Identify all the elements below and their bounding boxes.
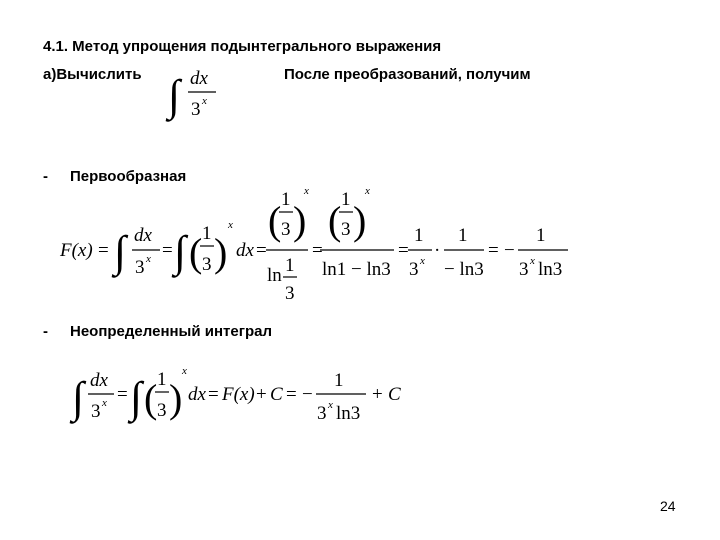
svg-text:=: = <box>208 384 219 405</box>
svg-text:3: 3 <box>341 219 351 240</box>
svg-text:x: x <box>202 95 207 107</box>
svg-text:3: 3 <box>91 401 101 422</box>
svg-text:1: 1 <box>281 189 291 210</box>
svg-text:F(x): F(x) <box>60 240 93 261</box>
bullet-1-dash: - <box>43 168 48 185</box>
svg-text:(: ( <box>328 198 342 243</box>
svg-text:x: x <box>530 255 535 267</box>
svg-text:(: ( <box>189 230 203 275</box>
svg-text:∫: ∫ <box>130 373 143 422</box>
svg-text:3: 3 <box>409 259 419 280</box>
task-after-text: После преобразований, получим <box>284 66 531 83</box>
svg-text:C: C <box>270 384 283 405</box>
svg-text:3: 3 <box>519 259 529 280</box>
svg-text:C: C <box>388 384 401 405</box>
svg-text:=: = <box>117 384 128 405</box>
svg-text:dx: dx <box>90 370 108 391</box>
svg-text:x: x <box>146 253 151 265</box>
svg-text:=: = <box>162 240 173 261</box>
svg-text:=: = <box>256 240 267 261</box>
svg-text:∫: ∫ <box>174 227 187 276</box>
svg-text:3: 3 <box>202 254 212 275</box>
svg-text:1: 1 <box>202 223 212 244</box>
svg-text:− ln3: − ln3 <box>444 259 484 280</box>
svg-text:1: 1 <box>341 189 351 210</box>
svg-text:∫: ∫ <box>114 227 127 276</box>
svg-text:dx: dx <box>134 225 152 246</box>
svg-text:x: x <box>228 219 233 231</box>
svg-text:=: = <box>312 240 323 261</box>
svg-text:·: · <box>434 240 441 261</box>
svg-text:dx: dx <box>188 384 206 405</box>
svg-text:): ) <box>214 230 228 275</box>
slide-heading: 4.1. Метод упрощения подынтегрального выражения <box>43 38 442 55</box>
svg-text:3: 3 <box>135 257 145 278</box>
task-integral-formula <box>168 62 228 126</box>
antiderivative-formula <box>58 184 578 310</box>
svg-text:ln3: ln3 <box>336 403 361 424</box>
svg-text:F(x): F(x) <box>222 384 255 405</box>
svg-text:+: + <box>256 384 267 405</box>
svg-text:): ) <box>169 376 183 421</box>
svg-text:(: ( <box>268 198 282 243</box>
svg-text:): ) <box>353 198 367 243</box>
svg-text:=: = <box>286 384 297 405</box>
svg-text:−: − <box>504 240 515 261</box>
svg-text:=: = <box>398 240 409 261</box>
svg-text:x: x <box>102 397 107 409</box>
task-label: а)Вычислить <box>43 66 142 83</box>
bullet-2-label: Неопределенный интеграл <box>70 323 273 340</box>
svg-text:1: 1 <box>458 225 468 246</box>
svg-text:x: x <box>182 365 187 377</box>
svg-text:dx: dx <box>236 240 254 261</box>
svg-text:−: − <box>302 384 313 405</box>
svg-text:ln: ln <box>267 265 282 286</box>
svg-text:∫: ∫ <box>72 373 85 422</box>
page-number: 24 <box>660 498 676 514</box>
svg-text:x: x <box>328 399 333 411</box>
svg-text:3: 3 <box>191 99 201 120</box>
svg-text:1: 1 <box>285 255 295 276</box>
svg-text:3: 3 <box>317 403 327 424</box>
svg-text:x: x <box>365 185 370 197</box>
svg-text:=: = <box>488 240 499 261</box>
svg-text:dx: dx <box>190 68 208 89</box>
svg-text:x: x <box>420 255 425 267</box>
svg-text:ln1 − ln3: ln1 − ln3 <box>322 259 391 280</box>
svg-text:3: 3 <box>285 283 295 304</box>
svg-text:1: 1 <box>536 225 546 246</box>
svg-text:1: 1 <box>157 369 167 390</box>
svg-text:+: + <box>372 384 383 405</box>
svg-text:3: 3 <box>157 400 167 421</box>
svg-text:ln3: ln3 <box>538 259 563 280</box>
bullet-2-dash: - <box>43 323 48 340</box>
svg-text:1: 1 <box>334 370 344 391</box>
indefinite-integral-formula <box>72 364 432 428</box>
svg-text:(: ( <box>144 376 158 421</box>
svg-text:1: 1 <box>414 225 424 246</box>
svg-text:3: 3 <box>281 219 291 240</box>
svg-text:=: = <box>98 240 109 261</box>
svg-text:): ) <box>293 198 307 243</box>
svg-text:∫: ∫ <box>168 71 181 120</box>
bullet-1-label: Первообразная <box>70 168 187 185</box>
svg-text:x: x <box>304 185 309 197</box>
